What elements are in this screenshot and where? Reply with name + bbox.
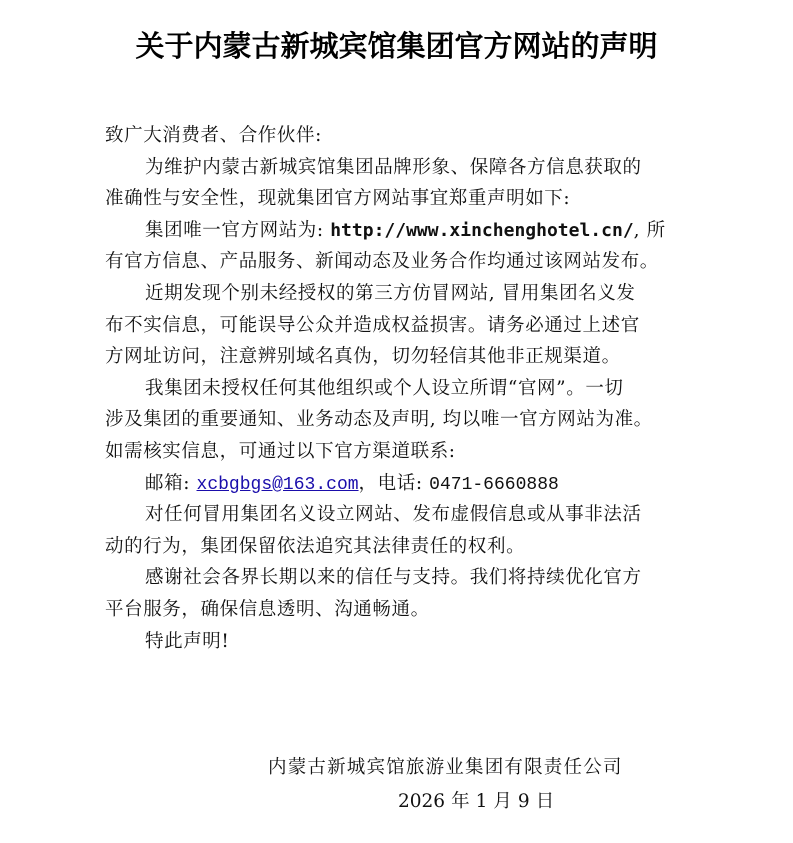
signature-date (398, 786, 560, 818)
paragraph-4-line-3: 如需核实信息，可通过以下官方渠道联系: (105, 440, 456, 462)
date-year-unit: 年 (451, 791, 470, 812)
paragraph-6-line-2: 动的行为，集团保留依法追究其法律责任的权利。 (105, 535, 526, 557)
contact-line (105, 468, 695, 500)
email-link[interactable]: xcbgbgs@163.com (196, 474, 359, 495)
signature-company: 内蒙古新城宾馆旅游业集团有限责任公司 (268, 757, 623, 778)
paragraph-6-line-1: 对任何冒用集团名义设立网站、发布虚假信息或从事非法活 (145, 504, 642, 526)
official-website-line (105, 215, 695, 247)
paragraph-7-line-2: 平台服务，确保信息透明、沟通畅通。 (105, 598, 430, 620)
paragraph-2-line-2: 有官方信息、产品服务、新闻动态及业务合作均通过该网站发布。 (105, 251, 659, 273)
official-website-label: 集团唯一官方网站为: (145, 219, 331, 241)
paragraph-1-line-1: 为维护内蒙古新城宾馆集团品牌形象、保障各方信息获取的 (145, 156, 642, 178)
official-website-suffix: , 所 (633, 219, 666, 241)
phone-label: ，电话: (358, 472, 430, 494)
document-title: 关于内蒙古新城宾馆集团官方网站的声明 (135, 29, 658, 63)
email-label: 邮箱: (145, 472, 197, 494)
phone-number: 0471-6660888 (429, 474, 559, 495)
paragraph-3-line-3: 方网址访问，注意辨别域名真伪，切勿轻信其他非正规渠道。 (105, 346, 621, 368)
date-month: 1 (475, 791, 488, 812)
salutation: 致广大消费者、合作伙伴: (105, 125, 322, 146)
document-body (105, 120, 695, 657)
paragraph-4-line-1: 我集团未授权任何其他组织或个人设立所谓“官网”。一切 (145, 377, 624, 399)
date-day-unit: 日 (535, 791, 555, 812)
date-day: 9 (517, 791, 530, 812)
paragraph-1-line-2: 准确性与安全性，现就集团官方网站事宜郑重声明如下: (105, 188, 571, 210)
date-year: 2026 (398, 791, 446, 812)
paragraph-3-line-2: 布不实信息，可能误导公众并造成权益损害。请务必通过上述官 (105, 314, 640, 336)
official-website-url: http://www.xinchenghotel.cn/ (330, 219, 634, 241)
closing-statement: 特此声明! (145, 630, 230, 652)
paragraph-7-line-1: 感谢社会各界长期以来的信任与支持。我们将持续优化官方 (145, 567, 642, 589)
paragraph-3-line-1: 近期发现个别未经授权的第三方仿冒网站, 冒用集团名义发 (145, 282, 636, 304)
date-month-unit: 月 (493, 791, 512, 812)
paragraph-4-line-2: 涉及集团的重要通知、业务动态及声明, 均以唯一官方网站为准。 (105, 409, 653, 431)
